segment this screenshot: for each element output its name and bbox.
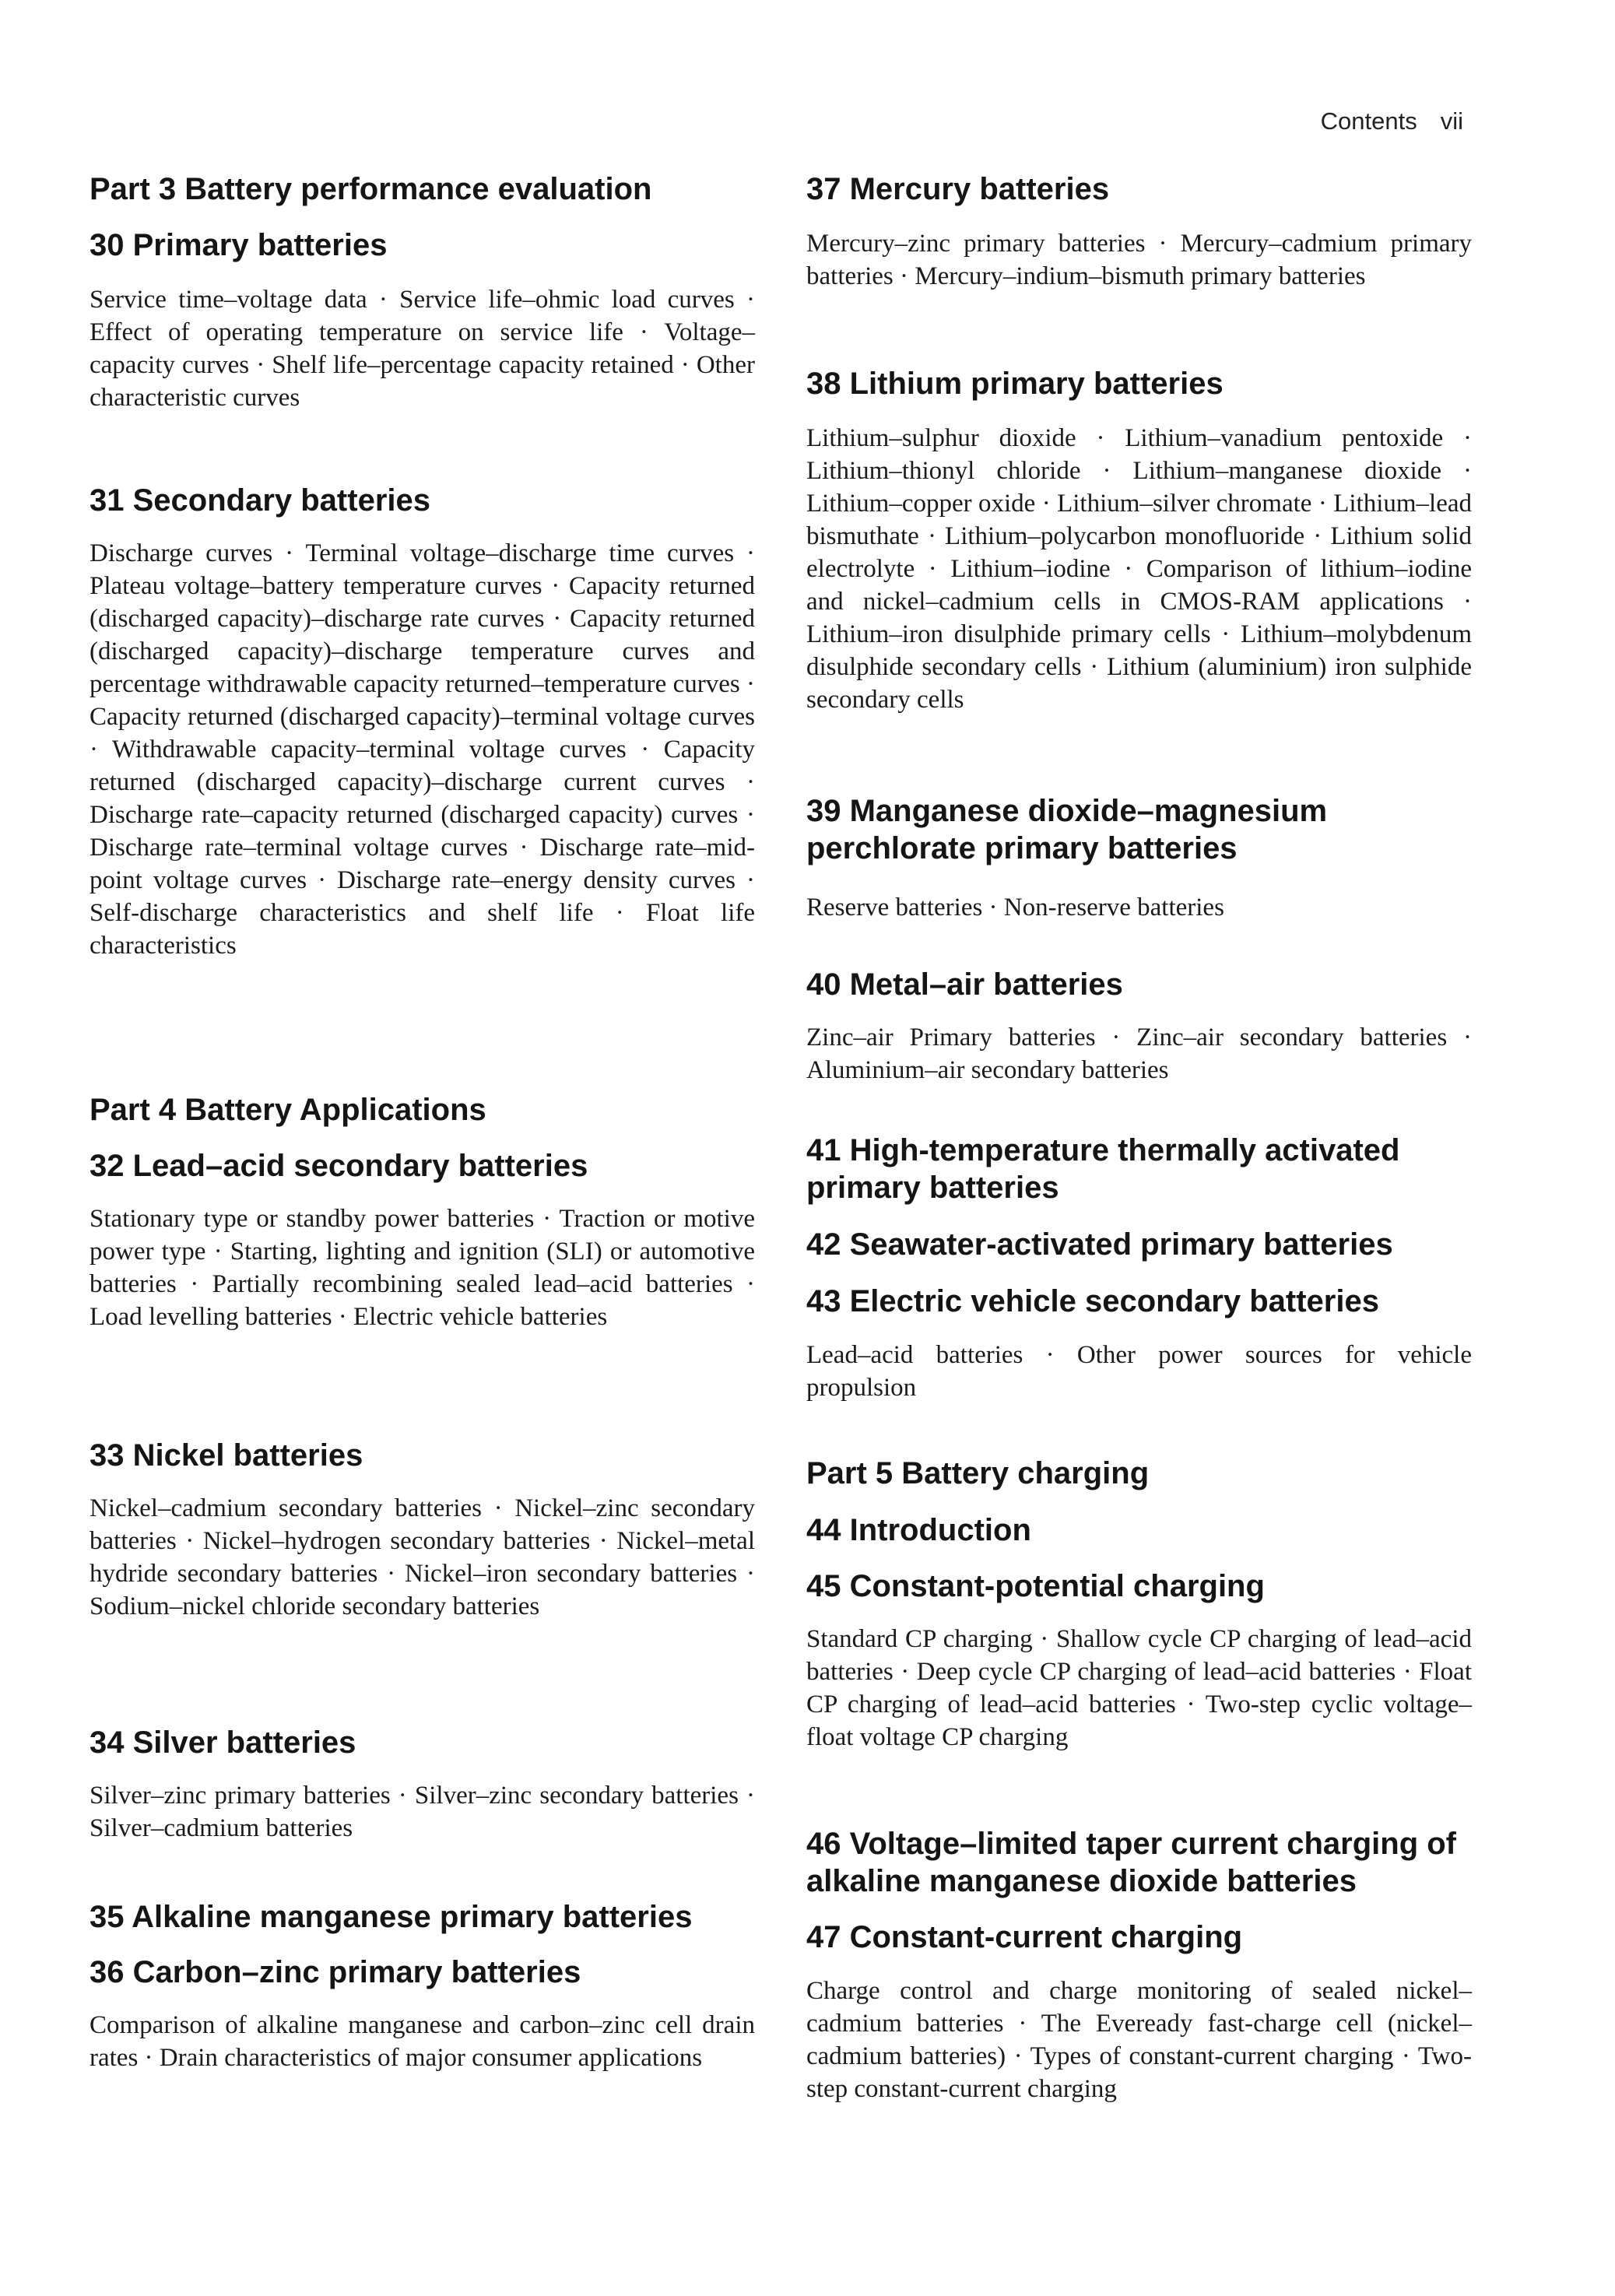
chapter-41-heading: 41 High-temperature thermally activated primary batteries [806,1133,1400,1205]
chapter-38-heading: 38 Lithium primary batteries [806,367,1224,401]
chapter-40-heading: 40 Metal–air batteries [806,967,1123,1002]
chapter-45-topics: Standard CP charging · Shallow cycle CP charging of lead–acid batteries · Deep cycle CP charging of lead–acid batteries · Float CP charging of lead–acid batteries · Two-step cyclic voltage–float voltage CP charging [806,1625,1472,1751]
chapter-39-heading: 39 Manganese dioxide–magnesium perchlorate primary batteries [806,794,1328,865]
chapter-43-heading: 43 Electric vehicle secondary batteries [806,1284,1379,1318]
chapter-47-topics: Charge control and charge monitoring of sealed nickel–cadmium batteries · The Eveready fast-charge cell (nickel–cadmium batteries) · Types of constant-current charging · Two-step constant-current charging [806,1977,1472,2103]
chapter-37-topics: Mercury–zinc primary batteries · Mercury–cadmium primary batteries · Mercury–indium–bismuth primary batteries [806,230,1472,290]
running-header [1321,107,1463,135]
chapter-35-heading: 35 Alkaline manganese primary batteries [90,1900,693,1934]
part-4-heading: Part 4 Battery Applications [90,1093,486,1127]
chapter-47-heading: 47 Constant-current charging [806,1920,1243,1954]
chapter-42-heading: 42 Seawater-activated primary batteries [806,1227,1393,1262]
chapter-33-topics: Nickel–cadmium secondary batteries · Nickel–zinc secondary batteries · Nickel–hydrogen secondary batteries · Nickel–metal hydride secondary batteries · Nickel–iron secondary batteries · Sodium–nickel chloride secondary batteries [90,1494,755,1620]
left-column [90,165,755,2157]
chapter-44-heading: 44 Introduction [806,1513,1031,1547]
chapter-34-topics: Silver–zinc primary batteries · Silver–zinc secondary batteries · Silver–cadmium batteries [90,1782,755,1842]
chapter-39-topics: Reserve batteries · Non-reserve batteries [806,893,1224,922]
chapter-32-heading: 32 Lead–acid secondary batteries [90,1149,588,1183]
chapter-34-heading: 34 Silver batteries [90,1726,356,1760]
chapter-46-heading: 46 Voltage–limited taper current charging of alkaline manganese dioxide batteries [806,1827,1456,1898]
header-title: Contents [1320,107,1417,135]
chapter-45-heading: 45 Constant-potential charging [806,1569,1265,1603]
page-number: vii [1440,107,1463,135]
chapter-37-heading: 37 Mercury batteries [806,172,1110,206]
chapter-31-topics: Discharge curves · Terminal voltage–discharge time curves · Plateau voltage–battery temperature curves · Capacity returned (discharged capacity)–discharge rate curves · Capacity returned (discharged capacity)–discharge temperature curves and percentage withdrawable capacity returned–temperature curves · Capacity returned (discharged capacity)–terminal voltage curves · Withdrawable capacity–terminal voltage curves · Capacity returned (discharged capacity)–discharge current curves · Discharge rate–capacity returned (discharged capacity) curves · Discharge rate–terminal voltage curves · Discharge rate–mid-point voltage curves · Discharge rate–energy density curves · Self-discharge characteristics and shelf life · Float life characteristics [90,539,755,960]
chapter-33-heading: 33 Nickel batteries [90,1438,363,1473]
chapter-40-topics: Zinc–air Primary batteries · Zinc–air secondary batteries · Aluminium–air secondary batteries [806,1023,1472,1084]
part-3-heading: Part 3 Battery performance evaluation [90,172,652,206]
right-column [806,165,1472,2157]
part-5-heading: Part 5 Battery charging [806,1456,1150,1490]
chapter-36-topics: Comparison of alkaline manganese and carbon–zinc cell drain rates · Drain characteristics of major consumer applications [90,2011,755,2072]
chapter-32-topics: Stationary type or standby power batteries · Traction or motive power type · Starting, lighting and ignition (SLI) or automotive batteries · Partially recombining sealed lead–acid batteries · Load levelling batteries · Electric vehicle batteries [90,1205,755,1331]
chapter-30-heading: 30 Primary batteries [90,228,388,262]
chapter-31-heading: 31 Secondary batteries [90,483,430,518]
chapter-36-heading: 36 Carbon–zinc primary batteries [90,1955,581,1989]
chapter-38-topics: Lithium–sulphur dioxide · Lithium–vanadium pentoxide · Lithium–thionyl chloride · Lithium–manganese dioxide · Lithium–copper oxide · Lithium–silver chromate · Lithium–lead bismuthate · Lithium–polycarbon monofluoride · Lithium solid electrolyte · Lithium–iodine · Comparison of lithium–iodine and nickel–cadmium cells in CMOS-RAM applications · Lithium–iron disulphide primary cells · Lithium–molybdenum disulphide secondary cells · Lithium (aluminium) iron sulphide secondary cells [806,424,1472,714]
chapter-43-topics: Lead–acid batteries · Other power sources for vehicle propulsion [806,1341,1472,1402]
chapter-30-topics: Service time–voltage data · Service life–ohmic load curves · Effect of operating temperature on service life · Voltage–capacity curves · Shelf life–percentage capacity retained · Other characteristic curves [90,286,755,412]
